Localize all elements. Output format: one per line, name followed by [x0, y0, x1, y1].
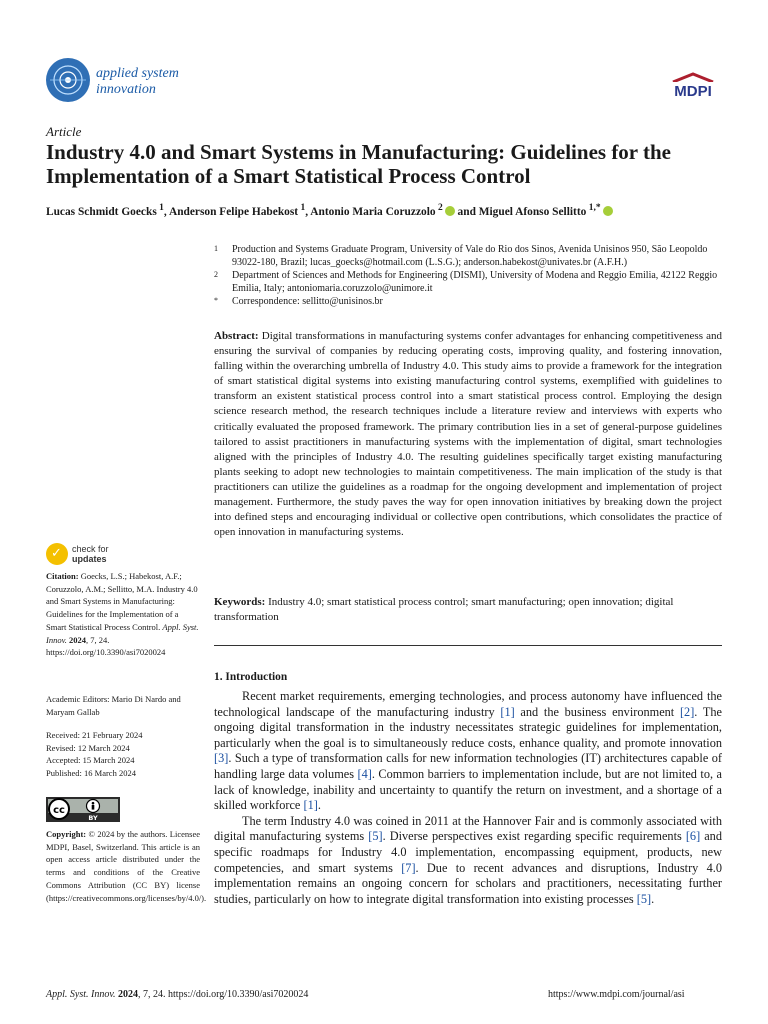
footer-doi-link[interactable]: , 7, 24. https://doi.org/10.3390/asi7020024: [138, 989, 309, 1000]
citation-ref-link[interactable]: [6]: [685, 829, 701, 844]
paper-title: Industry 4.0 and Smart Systems in Manufacturing: Guidelines for the Implementation of a Smart Statistical Process Control: [46, 140, 671, 188]
citation-ref-link[interactable]: [1]: [500, 704, 515, 719]
abstract-text: Digital transformations in manufacturing systems confer advantages for enhancing competitiveness and ensuring the survival of companies by reducing operating costs, improving quality, and fostering innovation, falling within the overarching umbrella of Industry 4.0. This study aims to provide a framework for the integration of smart statistical digital systems into existing manufacturing control systems, exemplified with guidelines to transform an existent statistical process control into a smart statistical process control. Employing the design science research method, the research techniques include a literature review and interviews with experts who critically evaluated the proposed framework. The primary contribution lies in a set of general-purpose guidelines tailored to assist practitioners in manufacturing systems with the implementation of digital, smart technologies aligned with the principles of Industry 4.0. The resulting guidelines specifically target existing manufacturing plants seeking to adopt new technologies to maintain competitiveness. The main implication of the study is that practitioners can utilize the guidelines as a roadmap for the ongoing development and implementation of project management. Furthermore, the study paves the way for open innovation initiatives by breaking down the project into defined steps and encouraging individual or collective open contributions, which consolidates the practice of open innovation in manufacturing systems.: [214, 330, 722, 539]
article-type: Article: [46, 124, 82, 139]
body-text: . Diverse perspectives exist regarding specific requirements: [382, 829, 686, 844]
citation-ref-link[interactable]: [7]: [401, 860, 416, 875]
citation-ref-link[interactable]: [2]: [679, 704, 695, 719]
paragraph: [214, 689, 722, 814]
body-text: .: [651, 891, 655, 906]
citation-doi-link[interactable]: , 7, 24. https://doi.org/10.3390/asi7020024: [46, 634, 166, 658]
cc-by-label: BY: [88, 814, 98, 822]
publisher-name: MDPI: [674, 83, 712, 100]
affiliation: [210, 269, 730, 295]
citation-block: Citation: Goecks, L.S.; Habekost, A.F.; Coruzzolo, A.M.; Sellitto, M.A. Industry 4.0 and Smart Systems in Manufacturing: Guidelines for the Implementation of a Smart Statistical Process Control. Appl. Syst. Innov. 2024, 7, 24. https://doi.org/10.3390/asi7020024: [46, 571, 199, 658]
section-heading: 1. Introduction: [214, 671, 288, 683]
author-name: Anderson Felipe Habekost: [168, 205, 299, 218]
author-list: [46, 203, 736, 218]
citation-ref-link[interactable]: [5]: [636, 891, 652, 906]
author-affiliation-mark: 2: [435, 203, 443, 213]
affiliations: [210, 243, 730, 308]
author-affiliation-mark: 1,*: [586, 203, 601, 213]
journal-name: applied system innovation: [96, 66, 179, 97]
citation-ref-link[interactable]: [5]: [368, 829, 383, 844]
affiliation-text: Production and Systems Graduate Program, University of Vale do Rio dos Sinos, Avenida Unisinos 950, São Leopoldo 93022-180, Brazil; lucas_goecks@hotmail.com (L.S.G.); anderson.habekost@univates.br (A.F.H.): [232, 244, 708, 268]
paragraph: [214, 814, 722, 908]
mdpi-logo-icon: [667, 72, 719, 100]
affiliation-mark: 1: [214, 244, 218, 253]
author-name: Lucas Schmidt Goecks: [46, 205, 157, 218]
citation-ref-link[interactable]: [4]: [357, 766, 372, 781]
author-separator: ,: [305, 205, 311, 218]
affiliation: [210, 243, 730, 269]
copyright-block: Copyright: © 2024 by the authors. Licensee MDPI, Basel, Switzerland. This article is an open access article distributed under the terms and conditions of the Creative Commons Attribution (CC BY) license (https://creativecommons.org/licenses/by/4.0/).: [46, 829, 207, 903]
body-text: and the business environment: [514, 704, 680, 719]
section-body: [214, 689, 722, 907]
affiliation-text: Department of Sciences and Methods for Engineering (DISMI), University of Modena and Reggio Emilia, 42122 Reggio Emilia, Italy; antoniomaria.coruzzolo@unimore.it: [232, 270, 718, 294]
citation-ref-link[interactable]: [1]: [303, 798, 318, 813]
dates-block: [46, 729, 200, 780]
author-affiliation-mark: 1: [156, 203, 164, 213]
published-date: Published: 16 March 2024: [46, 768, 136, 779]
body-text: and specific roadmaps for Industry 4.0 implementation, encompassing equipment, products, new competencies, and smart systems: [214, 829, 722, 875]
body-text: . The ongoing digital transformation in the industry necessitates strategic guidelines for implementation, particularly when the goal is to simultaneously reduce costs, enhance quality, and promote innovation: [214, 704, 722, 750]
accepted-date: Accepted: 15 March 2024: [46, 755, 135, 766]
cc-by-license-icon[interactable]: [46, 797, 120, 822]
citation-ref-link[interactable]: [3]: [214, 751, 229, 766]
abstract-label: Abstract:: [214, 330, 259, 342]
affiliation-mark: 2: [214, 270, 218, 279]
journal-logo-icon: [46, 58, 90, 102]
keywords-label: Keywords:: [214, 596, 266, 608]
received-date: Received: 21 February 2024: [46, 730, 143, 740]
section-divider: [214, 645, 722, 646]
body-text: . Common barriers to implementation include, but are not limited to, a lack of knowledge, inability and uncertainty to quantify the return on investment, and a shortage of a skilled workforce: [214, 766, 722, 813]
footer-journal-link[interactable]: https://www.mdpi.com/journal/asi: [548, 989, 685, 1000]
check-for-updates-button[interactable]: ✓ check for updates: [46, 543, 146, 571]
check-updates-icon: ✓: [46, 543, 68, 565]
author-separator: and: [454, 205, 479, 218]
body-text: .: [317, 798, 321, 813]
orcid-icon[interactable]: [445, 206, 455, 216]
author-name: Miguel Afonso Sellitto: [478, 205, 587, 218]
academic-editors: Academic Editors: Mario Di Nardo and Maryam Gallab: [46, 694, 181, 717]
body-text: Recent market requirements, emerging technologies, and process autonomy have influenced the technological landscape of the manufacturing industry: [214, 689, 722, 719]
affiliation-text: Correspondence: sellitto@unisinos.br: [232, 296, 383, 307]
orcid-icon[interactable]: [603, 206, 613, 216]
affiliation: [210, 295, 730, 308]
revised-date: Revised: 12 March 2024: [46, 742, 130, 753]
keywords-text: Industry 4.0; smart statistical process control; smart manufacturing; open innovation; digital transformation: [214, 596, 674, 624]
author-affiliation-mark: 1: [298, 203, 306, 213]
affiliation-mark: *: [214, 296, 218, 305]
body-text: . Due to recent advances and disruptions, Industry 4.0 implementation remains an ongoing concern for scholars and practitioners, necessitating further studies, particularly on how to integrate digital transformation into existing processes: [214, 860, 722, 906]
author-name: Antonio Maria Coruzzolo: [310, 205, 436, 218]
footer-citation: Appl. Syst. Innov. 2024, 7, 24. https://doi.org/10.3390/asi7020024: [46, 989, 309, 1000]
svg-text:cc: cc: [53, 805, 65, 816]
body-text: The term Industry 4.0 was coined in 2011 at the Hannover Fair and is commonly associated with digital manufacturing systems: [214, 813, 722, 844]
body-text: . Such a type of transformation calls for new information technologies (IT) architectures capable of handling large data volumes: [214, 751, 722, 781]
keywords: [214, 595, 722, 625]
author-separator: ,: [163, 205, 169, 218]
abstract: [214, 329, 722, 540]
